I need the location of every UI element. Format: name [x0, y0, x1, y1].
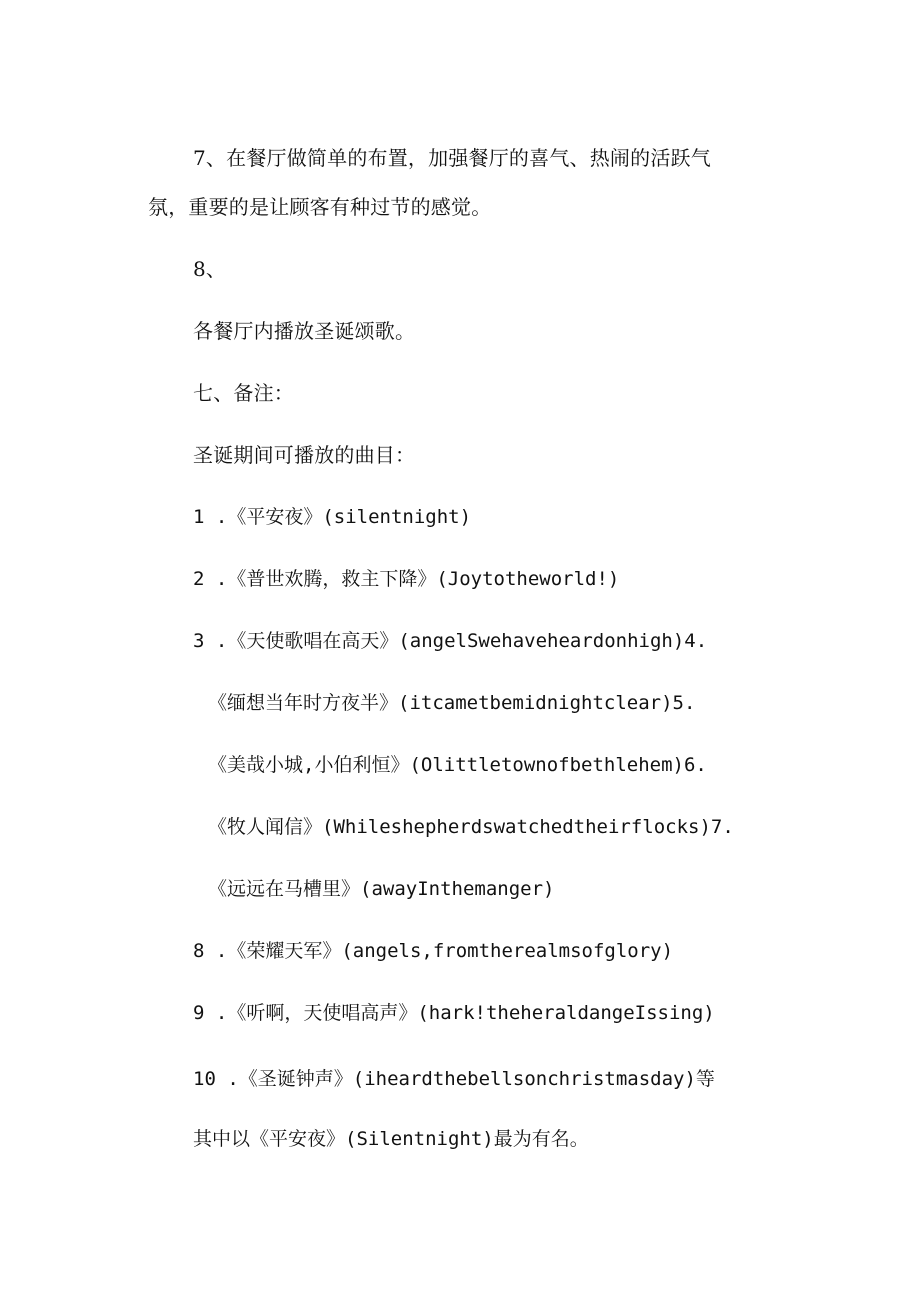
songs-intro: 圣诞期间可播放的曲目：	[193, 443, 416, 467]
song-item: 1 .《平安夜》(silentnight)	[193, 506, 472, 528]
song-item: 3 .《天使歌唱在高天》(angelSwehaveheardonhigh)4.	[193, 630, 708, 652]
section-heading-remarks: 七、备注：	[193, 381, 294, 405]
item-7-line-1: 7、在餐厅做简单的布置，加强餐厅的喜气、热闹的活跃气	[193, 146, 711, 170]
closing-sentence: 其中以《平安夜》(Silentnight)最为有名。	[193, 1128, 589, 1150]
song-item: 《远远在马槽里》(awayInthemanger)	[208, 878, 555, 900]
item-8-number: 8、	[193, 257, 227, 281]
song-item: 2 .《普世欢腾，救主下降》(Joytotheworld!)	[193, 568, 620, 590]
song-item: 《缅想当年时方夜半》(itcametbemidnightclear)5.	[208, 692, 696, 714]
song-item: 10 .《圣诞钟声》(iheardthebellsonchristmasday)等	[193, 1068, 715, 1090]
item-8-text: 各餐厅内播放圣诞颂歌。	[193, 319, 416, 343]
item-7-line-2: 氛，重要的是让顾客有种过节的感觉。	[148, 195, 492, 219]
song-item: 《美哉小城,小伯利恒》(Olittletownofbethlehem)6.	[208, 754, 707, 776]
song-item: 8 .《荣耀天军》(angels,fromtherealmsofglory)	[193, 940, 674, 962]
song-item: 《牧人闻信》(Whileshepherdswatchedtheirflocks)7.	[208, 816, 734, 838]
song-item: 9 .《听啊，天使唱高声》(hark!theheraldangeIssing)	[193, 1002, 715, 1024]
